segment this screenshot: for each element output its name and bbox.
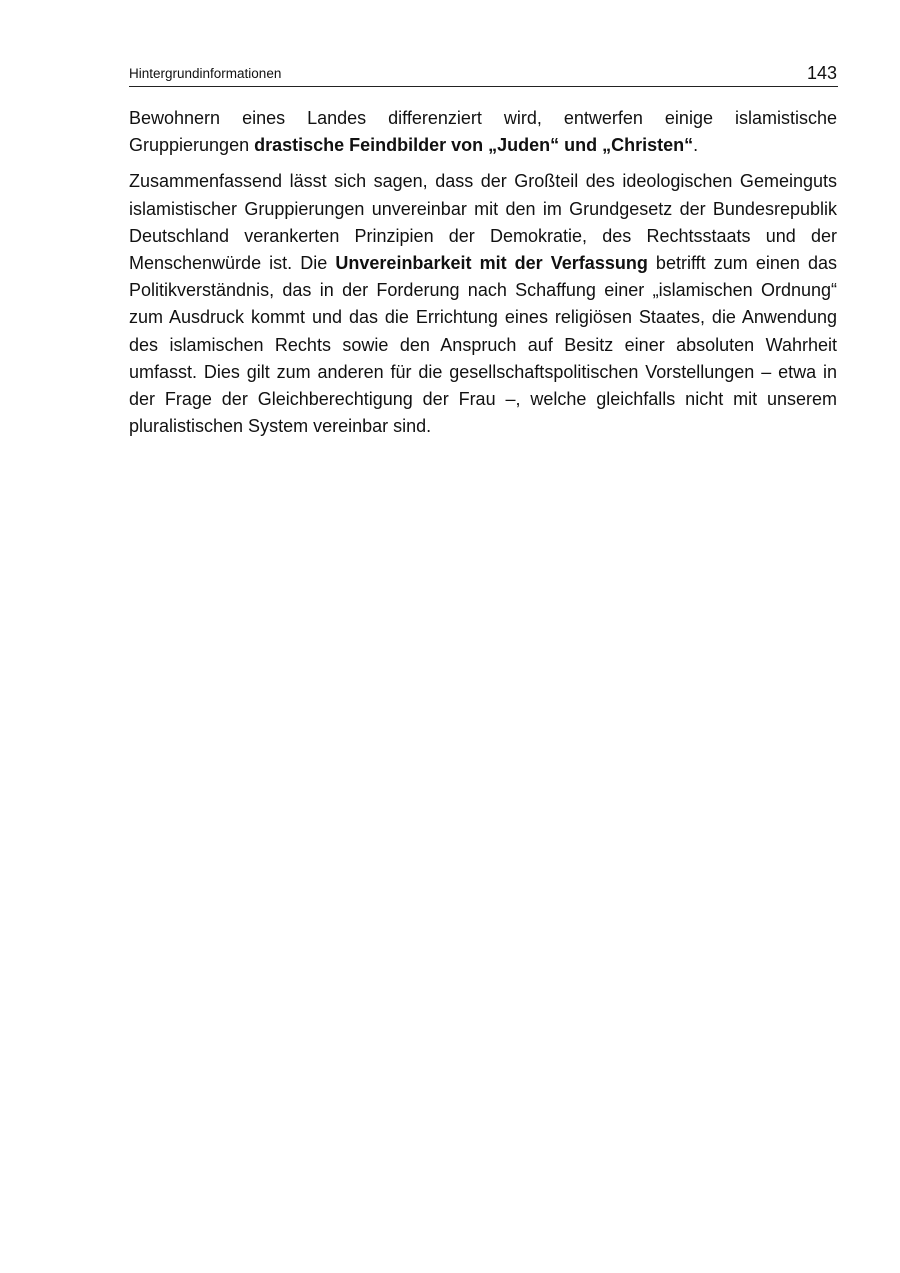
paragraph-1-text-a: Bewohnern eines Landes differenziert wird, entwerfen einige islamistische Gruppierungen — [129, 108, 837, 156]
paragraph-2-text-a: Zusammenfassend lässt sich sagen, dass der Großteil des ideologischen Gemeinguts islamistischer Gruppierungen unvereinbar mit den im Grundgesetz der Bundesrepublik Deutschland verankerten Prinzipien der Demokratie, des Rechtsstaats und der Menschenwürde ist. Die — [129, 171, 837, 274]
page-number: 143 — [806, 63, 837, 83]
body-text — [129, 105, 837, 449]
running-header — [129, 60, 838, 87]
paragraph-2-text-b: betrifft zum einen das Politikverständnis, das in der Forderung nach Schaffung einer „islamischen Ordnung“ zum Ausdruck kommt und das die Errichtung eines religiösen Staates, die Anwendung des islamischen Rechts sowie den Anspruch auf Besitz einer absoluten Wahrheit umfasst. Dies gilt zum anderen für die gesellschaftspolitischen Vorstellungen – etwa in der Frage der Gleichberechtigung der Frau –, welche gleichfalls nicht mit unserem pluralistischen System vereinbar sind. — [129, 253, 838, 437]
header-title: Hintergrundinformationen — [129, 66, 282, 81]
paragraph-1 — [129, 105, 837, 159]
paragraph-1-text-b: . — [693, 135, 699, 156]
paragraph-2-emphasis: Unvereinbarkeit mit der Verfassung — [335, 253, 648, 274]
paragraph-1-emphasis: drastische Feindbilder von „Juden“ und „Christen“ — [254, 135, 694, 156]
paragraph-2 — [129, 168, 837, 440]
